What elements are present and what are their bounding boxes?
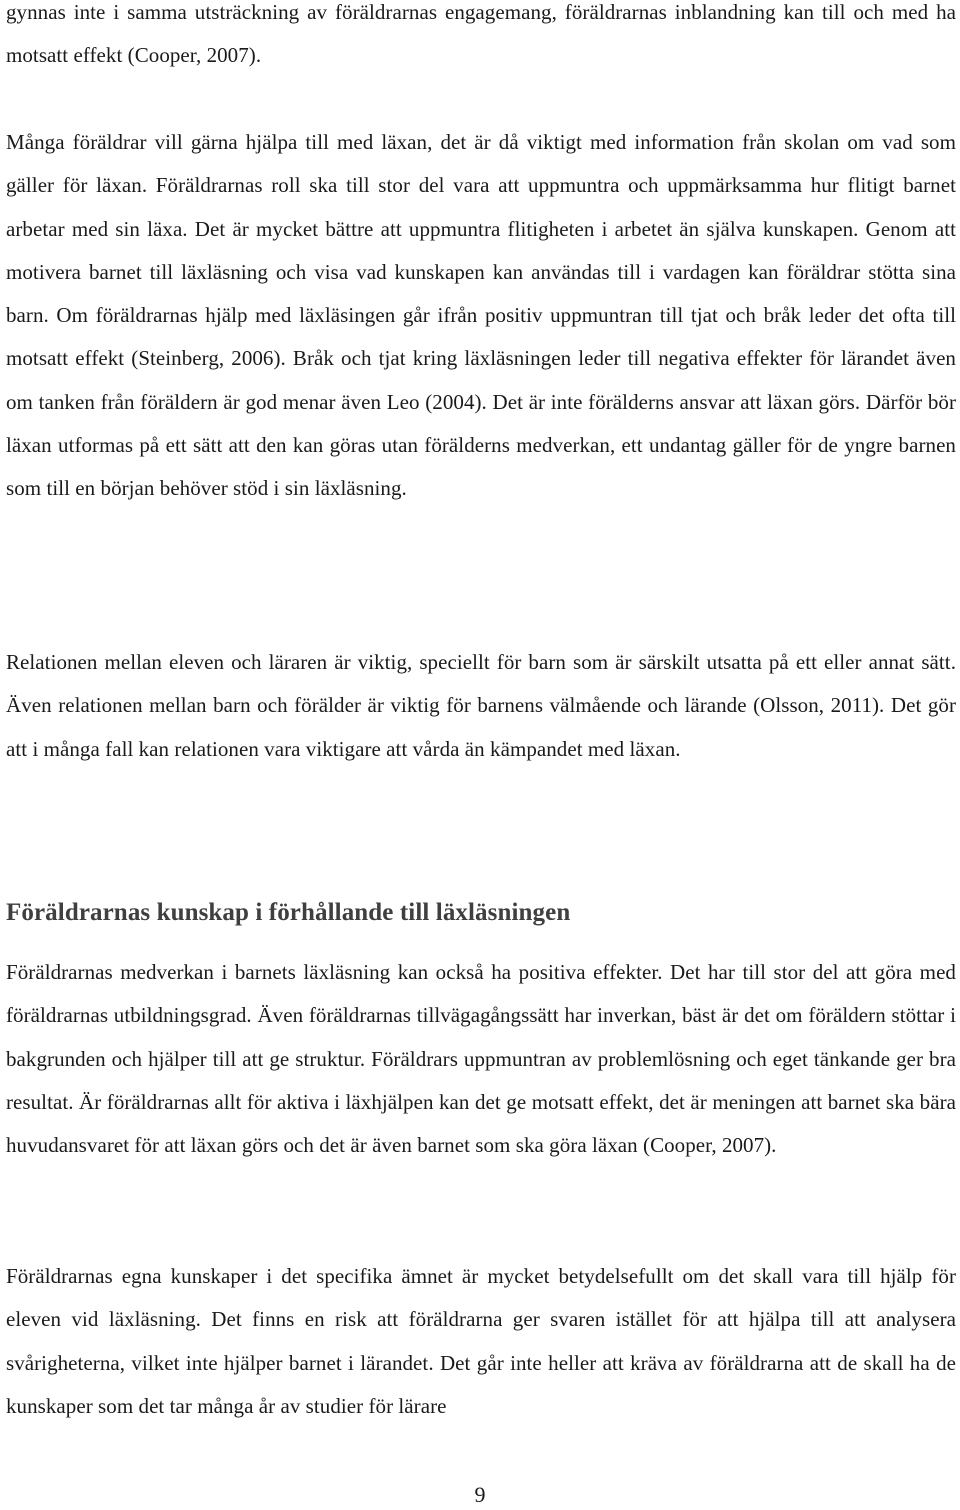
paragraph-relationship: Relationen mellan eleven och läraren är viktig, speciellt för barn som är särskilt utsatta på ett eller annat sätt. Även relationen mellan barn och förälder är viktig för barnens välmående och lärande (Olsson, 2011). Det gör att i många fall kan relationen vara viktigare att vårda än kämpandet med läxan. bbox=[6, 650, 956, 761]
paragraph-parental-involvement: Föräldrarnas medverkan i barnets läxläsning kan också ha positiva effekter. Det har till stor del att göra med föräldrarnas utbildningsgrad. Även föräldrarnas tillvägagångssätt har inverkan, bäst är det om föräldern stöttar i bakgrunden och hjälper till att ge struktur. Föräldrars uppmuntran av problemlösning och eget tänkande ger bra resultat. Är föräldrarnas allt för aktiva i läxhjälpen kan det ge motsatt effekt, det är meningen att barnet ska bära huvudansvaret för att läxan görs och det är även barnet som ska göra läxan (Cooper, 2007). bbox=[6, 960, 956, 1158]
page-number: 9 bbox=[474, 1482, 486, 1507]
paragraph-continuation: gynnas inte i samma utsträckning av föräldrarnas engagemang, föräldrarnas inblandning kan till och med ha motsatt effekt (Cooper, 2007). bbox=[6, 0, 956, 68]
section-heading: Föräldrarnas kunskap i förhållande till läxläsningen bbox=[6, 899, 571, 926]
paragraph-parental-knowledge: Föräldrarnas egna kunskaper i det specifika ämnet är mycket betydelsefullt om det skall vara till hjälp för eleven vid läxläsning. Det finns en risk att föräldrarna ger svaren istället för att hjälpa till att analysera svårigheterna, vilket inte hjälper barnet i lärandet. Det går inte heller att kräva av föräldrarna att de skall ha de kunskaper som det tar många år av studier för lärare bbox=[6, 1264, 956, 1418]
paragraph-parental-help: Många föräldrar vill gärna hjälpa till med läxan, det är då viktigt med information från skolan om vad som gäller för läxan. Föräldrarnas roll ska till stor del vara att uppmuntra och uppmärksamma hur flitigt barnet arbetar med sin läxa. Det är mycket bättre att uppmuntra flitigheten i arbetet än själva kunskapen. Genom att motivera barnet till läxläsning och visa vad kunskapen kan användas till i vardagen kan föräldrar stötta sina barn. Om föräldrarnas hjälp med läxläsingen går ifrån positiv uppmuntran till tjat och bråk leder det ofta till motsatt effekt (Steinberg, 2006). Bråk och tjat kring läxläsningen leder till negativa effekter för lärandet även om tanken från föräldern är god menar även Leo (2004). Det är inte förälderns ansvar att läxan görs. Därför bör läxan utformas på ett sätt att den kan göras utan förälderns medverkan, ett undantag gäller för de yngre barnen som till en början behöver stöd i sin läxläsning. bbox=[6, 130, 956, 501]
